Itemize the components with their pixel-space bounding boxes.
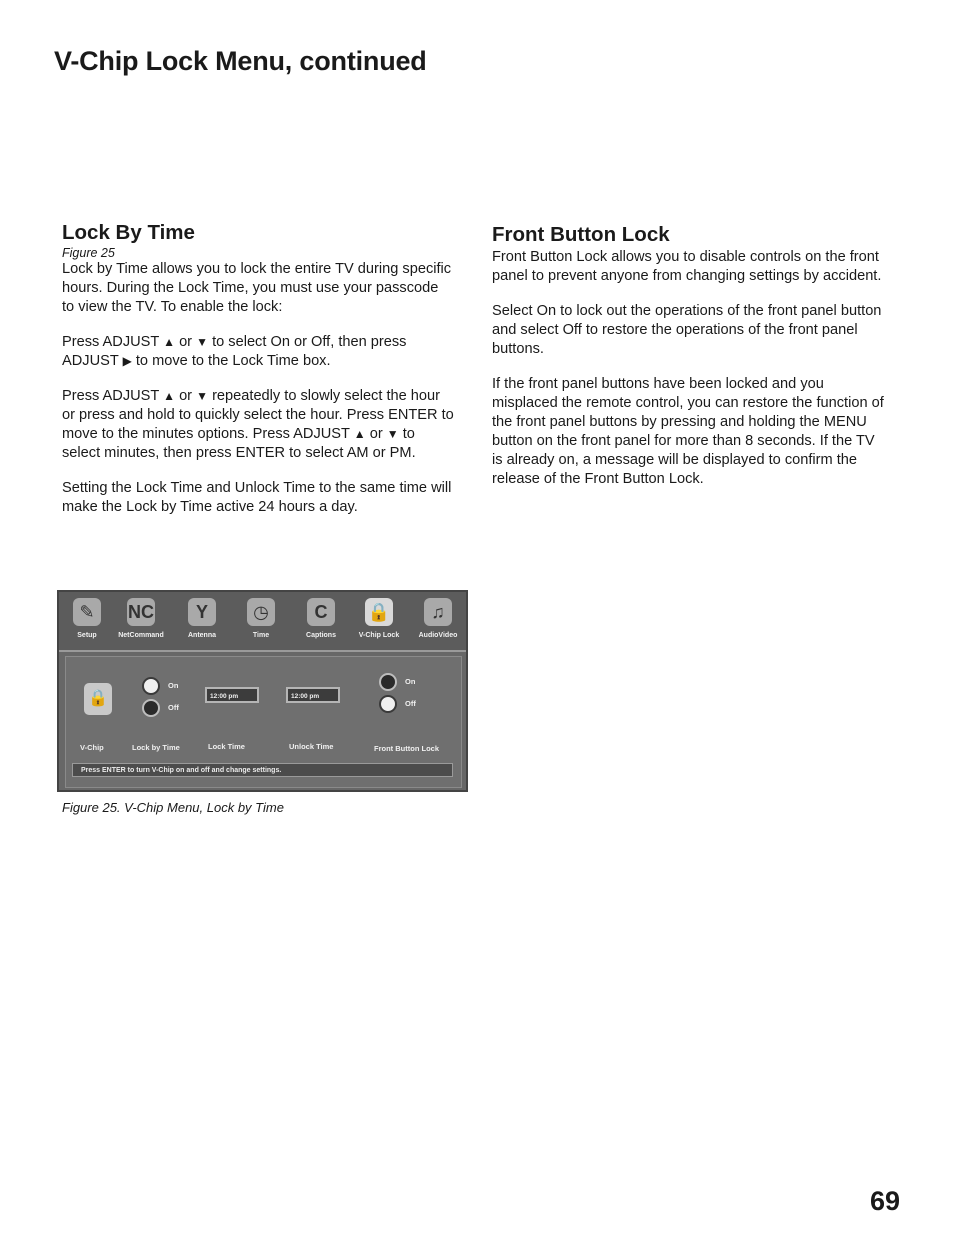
front-button-lock-label: Front Button Lock: [374, 744, 439, 753]
lock-by-time-note: Setting the Lock Time and Unlock Time to the same time will make the Lock by Time active 24 hours a day.: [62, 480, 452, 515]
lock-time-label: Lock Time: [208, 742, 245, 751]
tab-time: [235, 596, 287, 648]
lock-icon: 🔒: [365, 598, 393, 626]
front-button-lock-heading: Front Button Lock: [492, 223, 670, 246]
status-bar: Press ENTER to turn V-Chip on and off and change settings.: [72, 763, 453, 777]
padlock-icon: 🔒: [84, 683, 112, 715]
tab-label: Setup: [77, 632, 97, 639]
menu-tab-bar: [59, 592, 466, 652]
step-text: Press ADJUST: [62, 334, 160, 350]
tab-label: NetCommand: [118, 632, 164, 639]
front-button-lock-usage: Select On to lock out the operations of the front panel button and select Off to restore the operations of the front panel buttons.: [492, 303, 882, 357]
on-label: On: [168, 681, 179, 690]
lock-by-time-section: [62, 220, 454, 533]
tab-label: V-Chip Lock: [358, 632, 400, 639]
lock-by-time-heading: Lock By Time: [62, 221, 195, 244]
tab-vchip-lock: [353, 596, 405, 648]
netcommand-icon: NC: [127, 598, 155, 626]
lock-by-time-step-2: [62, 387, 454, 463]
up-arrow-icon: ▲: [163, 389, 175, 403]
front-button-lock-restore: If the front panel buttons have been locked and you misplaced the remote control, you can restore the function of the front panel buttons by pressing and holding the MENU button on the front panel for more than 8 seconds. If the TV is already on, a message will be displayed to confirm the release of the Front Button Lock.: [492, 376, 884, 487]
front-button-lock-section: [492, 222, 888, 505]
front-button-lock-intro: Front Button Lock allows you to disable controls on the front panel to prevent anyone from changing settings by accident.: [492, 249, 882, 284]
lock-by-time-intro: Lock by Time allows you to lock the entire TV during specific hours. During the Lock Time, you must use your passcode to view the TV. To enable the lock:: [62, 261, 452, 315]
figure-reference: Figure 25: [62, 246, 115, 260]
lock-time-field: 12:00 pm: [205, 687, 259, 703]
tab-audio-video: [412, 596, 464, 648]
right-arrow-icon: ▶: [122, 354, 132, 368]
tab-label: Captions: [306, 632, 336, 639]
front-button-off-radio: [379, 695, 397, 713]
down-arrow-icon: ▼: [196, 335, 208, 349]
lock-by-time-off-radio: [142, 699, 160, 717]
antenna-icon: Y: [188, 598, 216, 626]
lock-by-time-on-radio: [142, 677, 160, 695]
tab-label: Time: [252, 632, 270, 639]
page-number: 69: [869, 1186, 900, 1216]
on-label: On: [405, 677, 416, 686]
step-text: or: [369, 426, 383, 442]
audio-video-icon: ♫: [424, 598, 452, 626]
tab-antenna: [176, 596, 228, 648]
tab-label: AudioVideo: [418, 632, 458, 639]
off-label: Off: [405, 699, 416, 708]
step-text: repeatedly to slowly select the hour or press and hold to quickly select the hour. Press ENTER to move to the minutes options. Press ADJUST: [62, 388, 454, 442]
tab-setup: [61, 596, 113, 648]
step-text: Press ADJUST: [62, 388, 160, 404]
up-arrow-icon: ▲: [353, 427, 366, 441]
clock-icon: ◷: [247, 598, 275, 626]
captions-icon: C: [307, 598, 335, 626]
unlock-time-field: 12:00 pm: [286, 687, 340, 703]
front-button-on-radio: [379, 673, 397, 691]
figure-caption: Figure 25. V-Chip Menu, Lock by Time: [62, 800, 284, 815]
down-arrow-icon: ▼: [196, 389, 208, 403]
step-text: or: [179, 334, 193, 350]
step-text: to select minutes, then press ENTER to select AM or PM.: [62, 426, 416, 461]
setup-icon: ✎: [73, 598, 101, 626]
step-text: to move to the Lock Time box.: [135, 353, 331, 369]
step-text: to select On or Off, then press ADJUST: [62, 334, 407, 369]
tab-label: Antenna: [188, 632, 216, 639]
lock-by-time-label: Lock by Time: [132, 743, 180, 752]
tab-netcommand: [115, 596, 167, 648]
tab-captions: [295, 596, 347, 648]
vchip-settings-panel: [65, 656, 462, 788]
unlock-time-label: Unlock Time: [289, 742, 334, 751]
up-arrow-icon: ▲: [163, 335, 175, 349]
vchip-label: V-Chip: [80, 743, 104, 752]
vchip-menu-screenshot: [57, 590, 468, 792]
off-label: Off: [168, 703, 179, 712]
page-title: V-Chip Lock Menu, continued: [54, 46, 427, 76]
down-arrow-icon: ▼: [386, 427, 399, 441]
lock-by-time-step-1: [62, 333, 454, 371]
step-text: or: [179, 388, 193, 404]
